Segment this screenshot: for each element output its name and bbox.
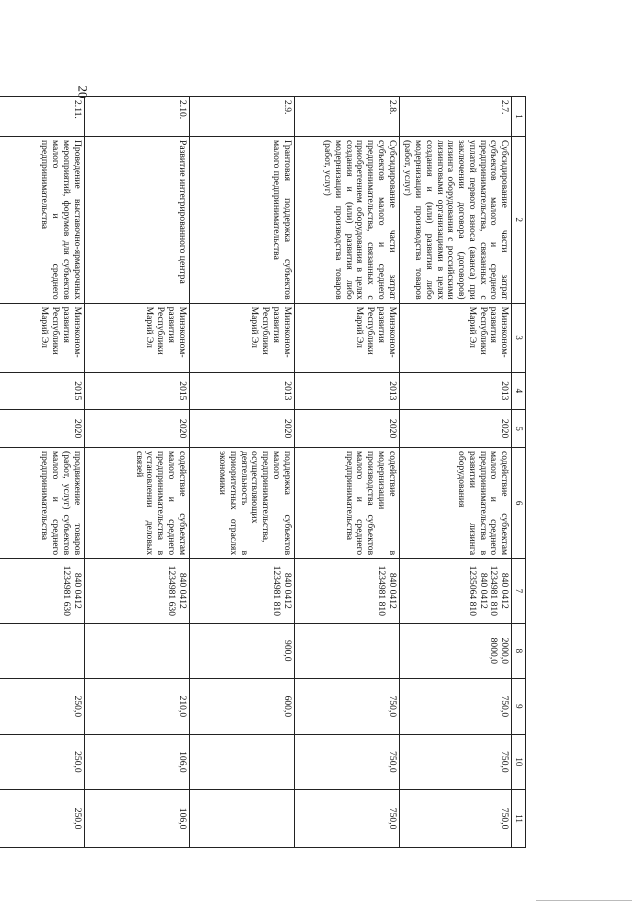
program-table: [39, 96, 526, 848]
measure-name: Субсидирование части затрат субъектов малого и среднего предпринимательства, связанных с уплатой первого взноса (аванса) при заключении договора (договоров) лизинга оборудования с российскими лизинговыми организациями в целях создания и (или) развития либо модернизации производства товаров (работ, услуг): [399, 136, 511, 303]
expected-result: содействие субъектам малого и среднего предпринимательства в развитии лизинга оборудования: [399, 448, 511, 559]
expected-result: содействие субъектам малого и среднего предпринимательства в установлении деловых связей: [84, 448, 189, 559]
amount-col-10: 106,0: [84, 734, 189, 790]
start-year: 2013: [189, 372, 294, 410]
table-row: [294, 97, 399, 848]
amount-col-9: 600,0: [189, 679, 294, 735]
budget-code: 840 0412 1234981 810 840 0412 1235064 810: [399, 559, 511, 623]
col-header-9: 9: [512, 679, 526, 735]
table-row: [0, 97, 84, 848]
start-year: 2015: [84, 372, 189, 410]
amount-col-8: [84, 623, 189, 679]
header-row: [512, 97, 526, 848]
amount-col-11: 750,0: [294, 790, 399, 848]
col-header-1: 1: [512, 97, 526, 137]
amount-col-9: 750,0: [294, 679, 399, 735]
table-row: [399, 97, 511, 848]
table-row: [189, 97, 294, 848]
row-number: 2.7.: [399, 97, 511, 137]
table-row: [84, 97, 189, 848]
amount-col-8: 900,0: [189, 623, 294, 679]
budget-code: 840 0412 1234981 810: [294, 559, 399, 623]
end-year: 2020: [294, 410, 399, 448]
expected-result: продвижение товаров (работ, услуг) субъектов малого и среднего предпринимательства: [0, 448, 84, 559]
col-header-8: 8: [512, 623, 526, 679]
row-number: 2.8.: [294, 97, 399, 137]
start-year: 2013: [294, 372, 399, 410]
executor: Минэконом-развития Республики Марий Эл: [294, 303, 399, 372]
amount-col-10: 750,0: [399, 734, 511, 790]
budget-code: 840 0412 1234981 630: [0, 559, 84, 623]
scan-edge-line: [536, 900, 632, 901]
budget-code: 840 0412 1234981 630: [84, 559, 189, 623]
col-header-5: 5: [512, 410, 526, 448]
amount-col-8: [294, 623, 399, 679]
expected-result: поддержка субъектов малого предпринимательства, осуществляющих деятельность в приоритетных отраслях экономики: [189, 448, 294, 559]
row-number: 2.9.: [189, 97, 294, 137]
row-number: 2.10.: [84, 97, 189, 137]
start-year: 2013: [399, 372, 511, 410]
page-number: 20: [75, 85, 91, 99]
amount-col-11: 750,0: [399, 790, 511, 848]
end-year: 2020: [399, 410, 511, 448]
expected-result: содействие в модернизации производства субъектов малого и среднего предпринимательства: [294, 448, 399, 559]
amount-col-9: 750,0: [399, 679, 511, 735]
amount-col-11: 106,0: [84, 790, 189, 848]
amount-col-11: [189, 790, 294, 848]
measure-name: Субсидирование части затрат субъектов малого и среднего предпринимательства, связанных с приобретением оборудования в целях создания и (или) развития либо модернизации производства товаров (работ, услуг): [294, 136, 399, 303]
amount-col-9: 210,0: [84, 679, 189, 735]
end-year: 2020: [0, 410, 84, 448]
col-header-4: 4: [512, 372, 526, 410]
end-year: 2020: [189, 410, 294, 448]
amount-col-10: 250,0: [0, 734, 84, 790]
amount-col-8: 2000,0 8000,0: [399, 623, 511, 679]
amount-col-10: [189, 734, 294, 790]
col-header-11: 11: [512, 790, 526, 848]
measure-name: Развитие интегрированного центра: [84, 136, 189, 303]
measure-name: Проведение выставочно-ярмарочных мероприятий, форумов для субъектов малого и среднего предпринимательства: [0, 136, 84, 303]
executor: Минэконом-развития Республики Марий Эл: [189, 303, 294, 372]
executor: Минэконом-развития Республики Марий Эл: [0, 303, 84, 372]
amount-col-8: [0, 623, 84, 679]
row-number: 2.11.: [0, 97, 84, 137]
measure-name: Грантовая поддержка субъектов малого предпринимательства: [189, 136, 294, 303]
amount-col-9: 250,0: [0, 679, 84, 735]
amount-col-10: 750,0: [294, 734, 399, 790]
col-header-2: 2: [512, 136, 526, 303]
executor: Минэконом-развития Республики Марий Эл: [399, 303, 511, 372]
amount-col-11: 250,0: [0, 790, 84, 848]
executor: Минэконом-развития Республики Марий Эл: [84, 303, 189, 372]
col-header-7: 7: [512, 559, 526, 623]
col-header-3: 3: [512, 303, 526, 372]
col-header-6: 6: [512, 448, 526, 559]
col-header-10: 10: [512, 734, 526, 790]
end-year: 2020: [84, 410, 189, 448]
start-year: 2015: [0, 372, 84, 410]
budget-code: 840 0412 1234981 810: [189, 559, 294, 623]
